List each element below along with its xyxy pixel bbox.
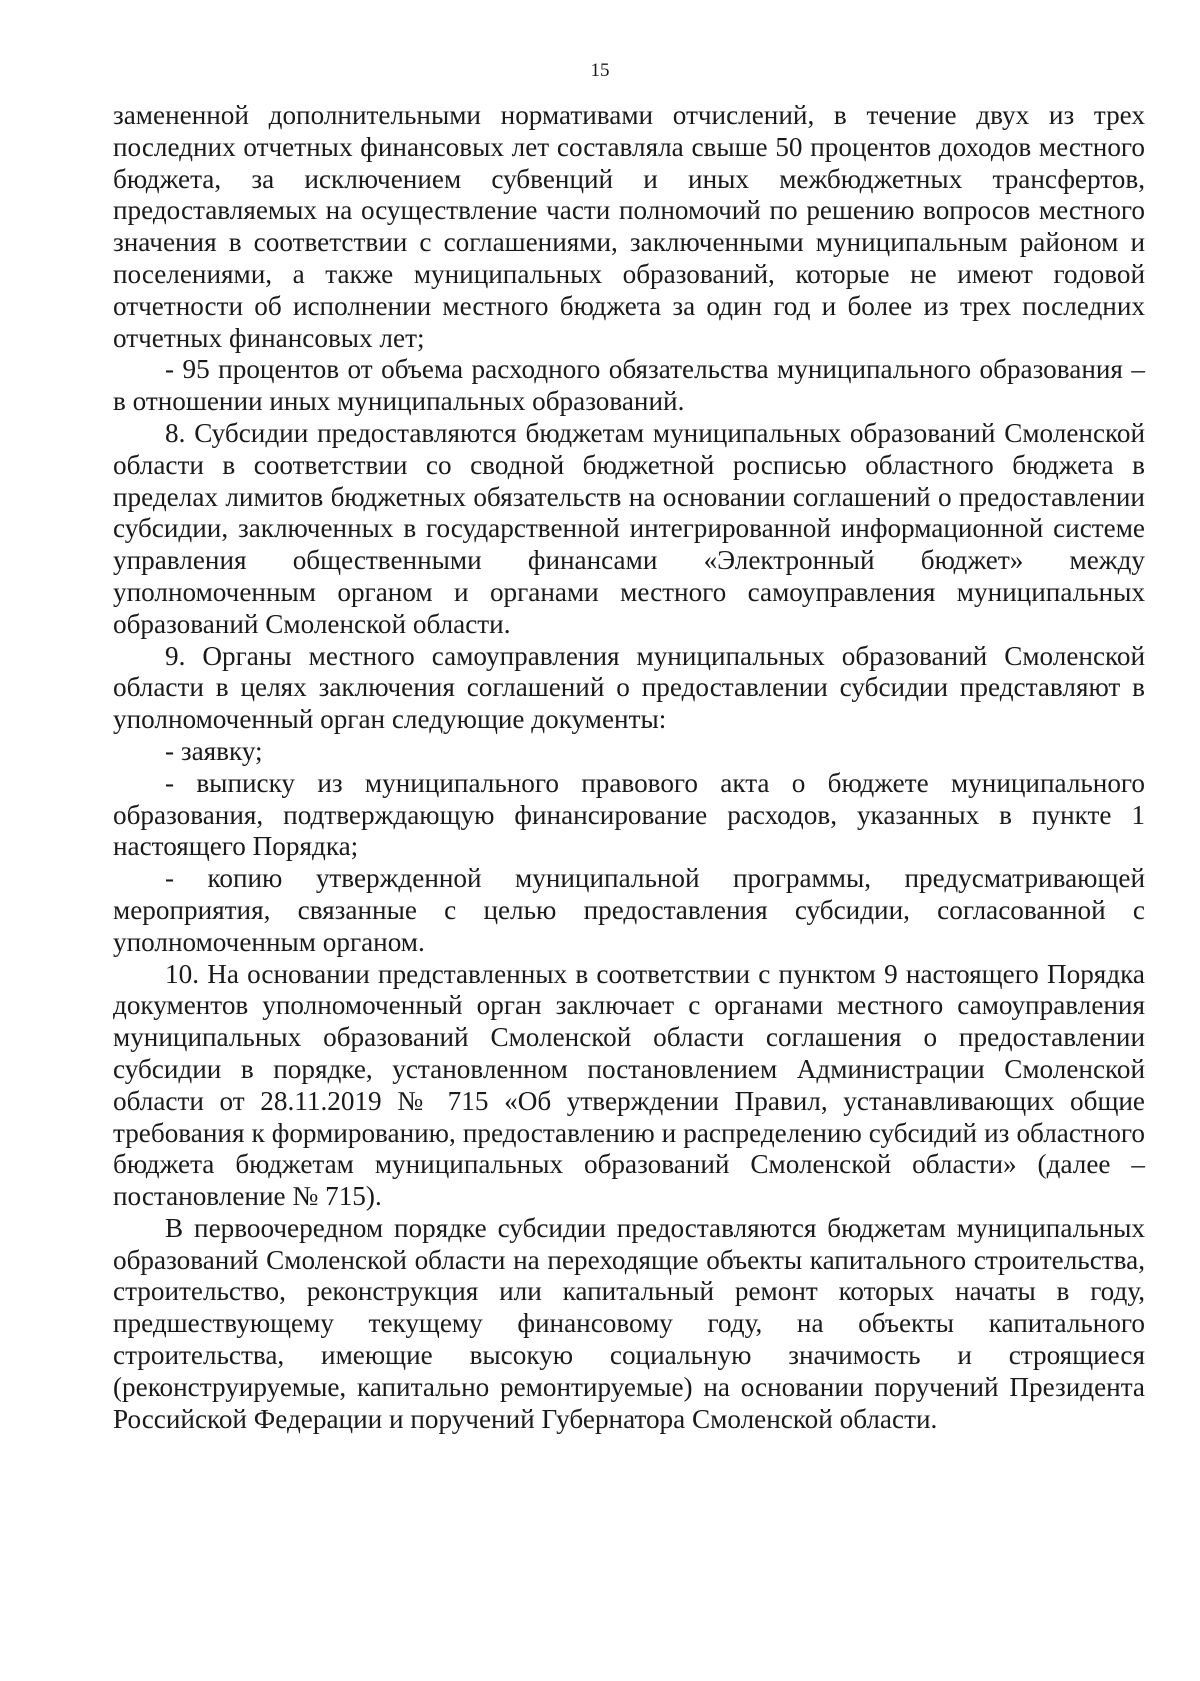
list-item-95-percent: - 95 процентов от объема расходного обязательства муниципального образования – в отношении иных муниципальных образований. (113, 354, 1145, 417)
list-item-program-copy: - копию утвержденной муниципальной программы, предусматривающей мероприятия, связанные с целью предоставления субсидии, согласованной с уполномоченным органом. (113, 863, 1145, 957)
paragraph-9: 9. Органы местного самоуправления муниципальных образований Смоленской области в целях заключения соглашений о предоставлении субсидии представляют в уполномоченный орган следующие документы: (113, 640, 1145, 735)
list-item-budget-extract: - выписку из муниципального правового акта о бюджете муниципального образования, подтверждающую финансирование расходов, указанных в пункте 1 настоящего Порядка; (113, 767, 1145, 862)
paragraph-continuation: замененной дополнительными нормативами отчислений, в течение двух из трех последних отчетных финансовых лет составляла свыше 50 процентов доходов местного бюджета, за исключением субвенций и иных межбюджетных трансфертов, предоставляемых на осуществление части полномочий по решению вопросов местного значения в соответствии с соглашениями, заключенными муниципальным районом и поселениями, а также муниципальных образований, которые не имеют годовой отчетности об исполнении местного бюджета за один год и более из трех последних отчетных финансовых лет; (113, 100, 1145, 353)
page-number: 15 (590, 60, 610, 81)
paragraph-priority: В первоочередном порядке субсидии предоставляются бюджетам муниципальных образований Смоленской области на переходящие объекты капитального строительства, строительство, реконструкция или капитальный ремонт которых начаты в году, предшествующему текущему финансовому году, на объекты капитального строительства, имеющие высокую социальную значимость и строящиеся (реконструируемые, капитально ремонтируемые) на основании поручений Президента Российской Федерации и поручений Губернатора Смоленской области. (113, 1212, 1145, 1434)
list-item-application: - заявку; (165, 735, 263, 766)
paragraph-8: 8. Субсидии предоставляются бюджетам муниципальных образований Смоленской области в соответствии со сводной бюджетной росписью областного бюджета в пределах лимитов бюджетных обязательств на основании соглашений о предоставлении субсидии, заключенных в государственной интегрированной информационной системе управления общественными финансами «Электронный бюджет» между уполномоченным органом и органами местного самоуправления муниципальных образований Смоленской области. (113, 417, 1145, 639)
document-body (113, 100, 1145, 1435)
paragraph-10: 10. На основании представленных в соответствии с пунктом 9 настоящего Порядка документов уполномоченный орган заключает с органами местного самоуправления муниципальных образований Смоленской области соглашения о предоставлении субсидии в порядке, установленном постановлением Администрации Смоленской области от 28.11.2019 № 715 «Об утверждении Правил, устанавливающих общие требования к формированию, предоставлению и распределению субсидий из областного бюджета бюджетам муниципальных образований Смоленской области» (далее – постановление № 715). (113, 958, 1145, 1212)
